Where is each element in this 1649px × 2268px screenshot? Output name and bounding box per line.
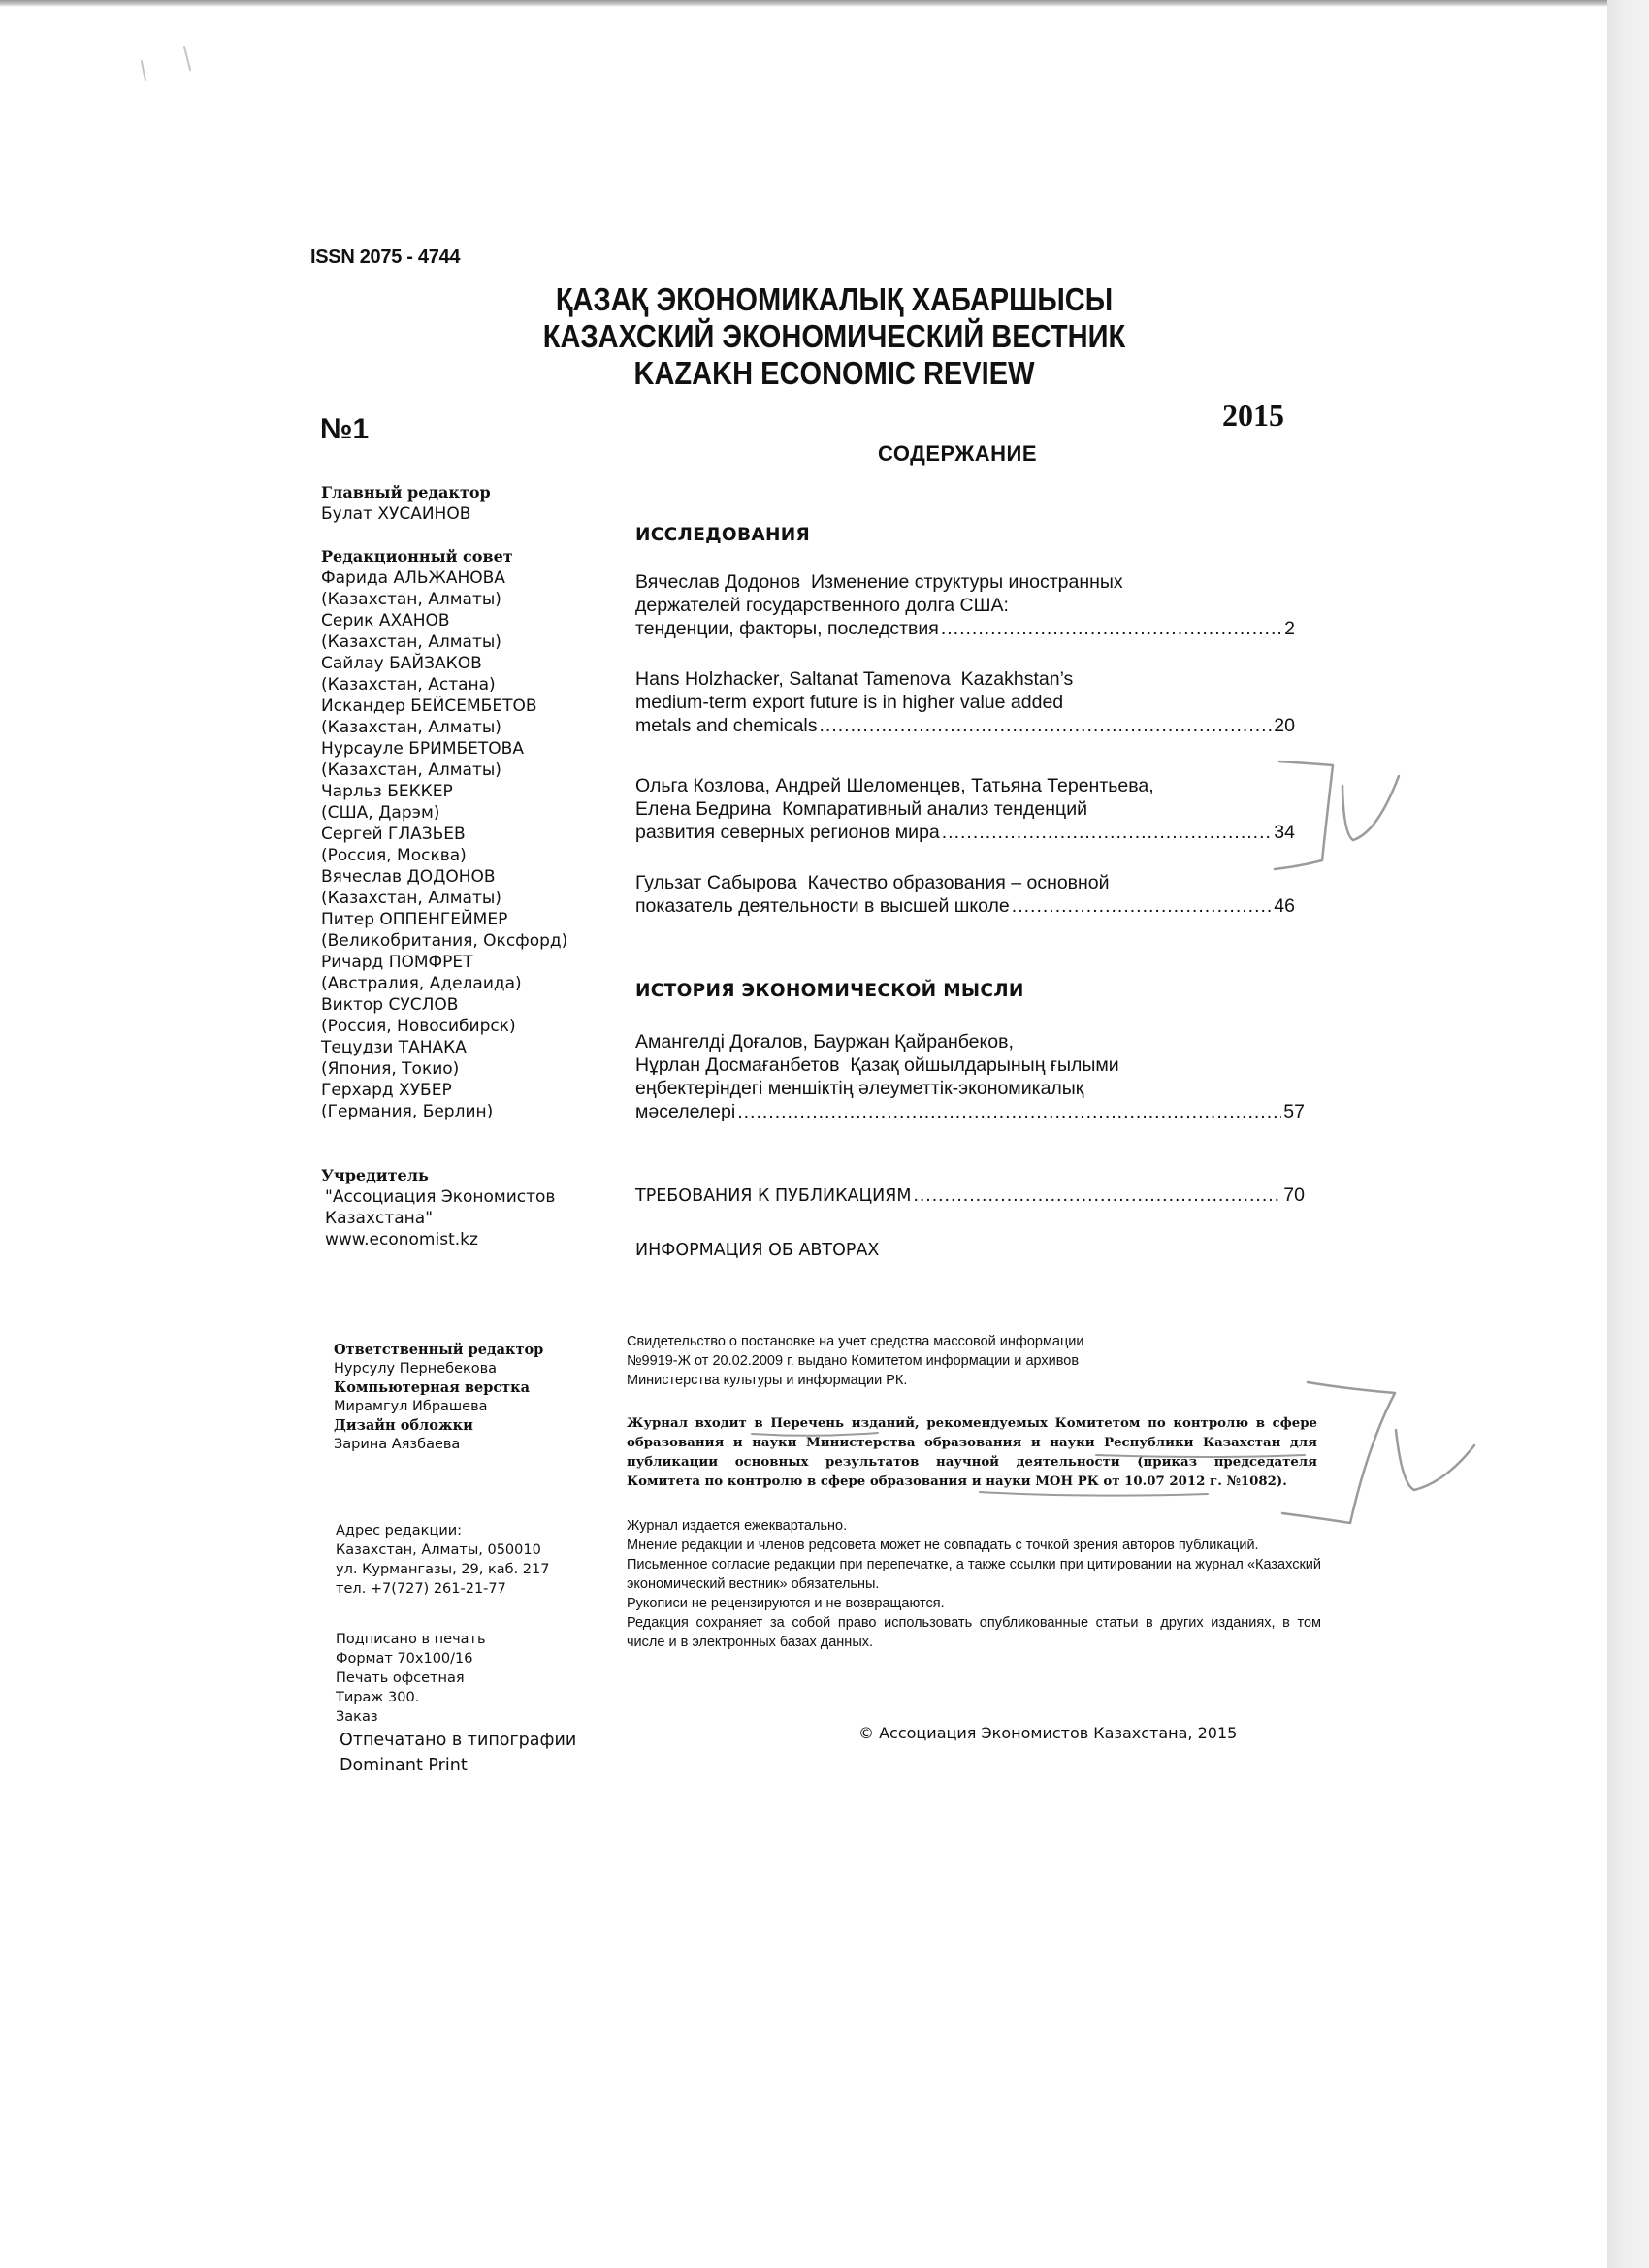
board-member-location: (Великобритания, Оксфорд): [321, 931, 568, 951]
entry-authors: Ольга Козлова, Андрей Шеломенцев, Татьяна Терентьева,: [635, 775, 1154, 796]
founder-block: [321, 1165, 555, 1250]
pencil-underline: [980, 1492, 1208, 1496]
print-line: Подписано в печать: [336, 1632, 486, 1647]
entry-title: развития северных регионов мира: [635, 822, 940, 843]
entry-title: Компаративный анализ тенденций: [782, 798, 1087, 820]
entry-page: 34: [1274, 822, 1295, 843]
staff-label: Дизайн обложки: [334, 1417, 473, 1434]
leader-dots: [942, 821, 1273, 844]
toc-entry[interactable]: [635, 570, 1295, 640]
staff-label: Ответственный редактор: [334, 1342, 544, 1358]
entry-title: medium-term export future is in higher value added: [635, 692, 1064, 713]
board-member-name: Вячеслав ДОДОНОВ: [321, 867, 496, 887]
entry-title: Қазақ ойшылдарының ғылыми: [850, 1054, 1119, 1076]
entry-page: 2: [1284, 618, 1295, 639]
board-member-name: Сайлау БАЙЗАКОВ: [321, 654, 482, 673]
entry-page: 20: [1274, 715, 1295, 736]
copyright: © Ассоциация Экономистов Казахстана, 2015: [858, 1724, 1238, 1742]
address-line: Адрес редакции:: [336, 1523, 463, 1539]
editorial-board: [321, 482, 567, 1122]
entry-title: мәселелері: [635, 1101, 736, 1122]
policy-line: Журнал издается ежеквартально.: [627, 1518, 848, 1534]
printing-house: [340, 1728, 576, 1778]
founder-name-line2: Казахстана": [325, 1209, 434, 1228]
board-member-location: (Казахстан, Астана): [321, 675, 496, 695]
print-line: Печать офсетная: [336, 1670, 465, 1686]
pencil-scratch: [142, 47, 190, 80]
chief-editor-name: Булат ХУСАИНОВ: [321, 504, 471, 524]
printed-line: Dominant Print: [340, 1756, 468, 1775]
issue-number: №1: [320, 413, 370, 445]
board-member-location: (Япония, Токио): [321, 1059, 460, 1079]
founder-website[interactable]: www.economist.kz: [325, 1230, 478, 1249]
section-heading: ИСТОРИЯ ЭКОНОМИЧЕСКОЙ МЫСЛИ: [635, 981, 1024, 1001]
title-russian: КАЗАХСКИЙ ЭКОНОМИЧЕСКИЙ ВЕСТНИК: [542, 318, 1126, 354]
board-member-location: (США, Дарэм): [321, 803, 440, 823]
note-line: №9919-Ж от 20.02.2009 г. выдано Комитетом информации и архивов: [627, 1353, 1080, 1369]
print-line: Заказ: [336, 1709, 378, 1725]
board-member-location: (Австралия, Аделаида): [321, 974, 522, 993]
address-line: Казахстан, Алматы, 050010: [336, 1542, 541, 1558]
address-line: ул. Курмангазы, 29, каб. 217: [336, 1562, 550, 1577]
board-member-location: (Казахстан, Алматы): [321, 889, 501, 908]
chief-editor-label: Главный редактор: [321, 483, 491, 502]
entry-page: 57: [1283, 1101, 1305, 1122]
entry-page: 46: [1274, 895, 1295, 917]
board-member-name: Тецудзи ТАНАКА: [321, 1038, 467, 1057]
print-line: Формат 70х100/16: [336, 1651, 473, 1667]
entry-title: ТРЕБОВАНИЯ К ПУБЛИКАЦИЯМ: [635, 1186, 912, 1206]
entry-authors: Амангелді Доғалов, Бауржан Қайранбеков,: [635, 1031, 1014, 1053]
board-member-location: (Германия, Берлин): [321, 1102, 494, 1121]
note-line: Министерства культуры и информации РК.: [627, 1373, 908, 1388]
entry-title: Kazakhstan’s: [960, 668, 1074, 690]
entry-title: показатель деятельности в высшей школе: [635, 895, 1010, 917]
board-member-location: (Казахстан, Алматы): [321, 632, 501, 652]
leader-dots: [820, 714, 1273, 737]
title-english: KAZAKH ECONOMIC REVIEW: [633, 355, 1035, 391]
board-member-location: (Казахстан, Алматы): [321, 590, 501, 609]
policy-line: Письменное согласие редакции при перепечатке, а также ссылки при цитировании на журнал «Казахский экономический вестник» обязательны.: [627, 1557, 1321, 1592]
policy-line: Редакция сохраняет за собой право использовать опубликованные статьи в других изданиях, в том числе и в электронных базах данных.: [627, 1615, 1321, 1650]
board-member-location: (Россия, Новосибирск): [321, 1017, 516, 1036]
staff-block: [334, 1341, 543, 1454]
entry-authors: Hans Holzhacker, Saltanat Tamenova: [635, 668, 951, 690]
entry-authors: Вячеслав Додонов: [635, 571, 801, 593]
policy-notes: [627, 1516, 1321, 1652]
leader-dots: [737, 1100, 1281, 1123]
founder-label: Учредитель: [321, 1166, 429, 1184]
board-member-name: Нурсауле БРИМБЕТОВА: [321, 739, 524, 759]
masthead: [459, 281, 1210, 392]
toc-section-history: [635, 980, 1295, 1003]
entry-title: еңбектеріндегі меншіктің әлеуметтік-экономикалық: [635, 1078, 1084, 1099]
entry-title: тенденции, факторы, последствия: [635, 618, 939, 639]
board-label: Редакционный совет: [321, 547, 513, 566]
leader-dots: [1012, 894, 1273, 918]
pencil-check-mark: [1396, 1430, 1474, 1490]
toc-entry-requirements[interactable]: [635, 1183, 1305, 1208]
board-member-name: Герхард ХУБЕР: [321, 1081, 452, 1100]
board-member-name: Чарльз БЕККЕР: [321, 782, 453, 801]
policy-line: Рукописи не рецензируются и не возвращаются.: [627, 1596, 945, 1611]
policy-line: Мнение редакции и членов редсовета может не совпадать с точкой зрения авторов публикаций.: [627, 1538, 1259, 1553]
entry-title: ИНФОРМАЦИЯ ОБ АВТОРАХ: [635, 1241, 880, 1260]
scan-right-edge: [1607, 0, 1649, 2268]
entry-title: metals and chemicals: [635, 715, 818, 736]
registration-note: [627, 1332, 1325, 1390]
toc-entry[interactable]: [635, 667, 1295, 737]
entry-title: Качество образования – основной: [807, 872, 1110, 893]
board-member-name: Питер ОППЕНГЕЙМЕР: [321, 910, 508, 929]
contents-heading: СОДЕРЖАНИЕ: [878, 441, 1038, 466]
list-of-publications-note: Журнал входит в Перечень изданий, рекомендуемых Комитетом по контролю в сфере образования и науки Министерства образования и науки Республики Казахстан для публикации основных результатов научной деятельности (приказ председателя Комитета по контролю в сфере образования и науки МОН РК от 10.07 2012 г. №1082).: [627, 1416, 1317, 1489]
board-member-location: (Казахстан, Алматы): [321, 761, 501, 780]
entry-title: Изменение структуры иностранных: [810, 571, 1123, 593]
entry-authors: Нұрлан Досмағанбетов: [635, 1054, 840, 1076]
scan-top-edge: [0, 0, 1607, 7]
toc-entry-authors-info[interactable]: [635, 1239, 1295, 1262]
entry-authors: Елена Бедрина: [635, 798, 772, 820]
toc-entry[interactable]: [635, 871, 1295, 918]
leader-dots: [913, 1183, 1281, 1207]
staff-label: Компьютерная верстка: [334, 1379, 531, 1396]
board-member-name: Сергей ГЛАЗЬЕВ: [321, 825, 466, 844]
toc-entry[interactable]: [635, 1030, 1305, 1123]
note-line: Свидетельство о постановке на учет средства массовой информации: [627, 1334, 1084, 1349]
title-kazakh: ҚАЗАҚ ЭКОНОМИКАЛЫҚ ХАБАРШЫСЫ: [555, 281, 1114, 317]
board-member-name: Искандер БЕЙСЕМБЕТОВ: [321, 697, 537, 716]
print-line: Тираж 300.: [336, 1690, 420, 1705]
founder-name-line1: "Ассоциация Экономистов: [325, 1187, 556, 1207]
board-member-location: (Россия, Москва): [321, 846, 467, 865]
board-list: [321, 567, 567, 1122]
pencil-check-mark: [1342, 776, 1399, 840]
toc-entry[interactable]: [635, 774, 1295, 844]
issn: ISSN 2075 - 4744: [310, 246, 461, 268]
entry-page: 70: [1283, 1184, 1305, 1206]
leader-dots: [941, 617, 1282, 640]
entry-authors: Гульзат Сабырова: [635, 872, 797, 893]
address-phone: тел. +7(727) 261-21-77: [336, 1581, 506, 1597]
entry-title: держателей государственного долга США:: [635, 595, 1009, 616]
board-member-name: Фарида АЛЬЖАНОВА: [321, 568, 505, 588]
board-member-name: Серик АХАНОВ: [321, 611, 450, 631]
toc-section-research: [635, 524, 1295, 547]
print-info: [336, 1630, 486, 1727]
board-member-name: Ричард ПОМФРЕТ: [321, 953, 473, 972]
section-heading: ИССЛЕДОВАНИЯ: [635, 525, 811, 545]
printed-line: Отпечатано в типографии: [340, 1731, 577, 1750]
staff-name: Зарина Аязбаева: [334, 1436, 461, 1452]
issue-year: 2015: [1222, 398, 1284, 433]
staff-name: Мирамгул Ибрашева: [334, 1398, 488, 1414]
editorial-address: [336, 1521, 549, 1599]
board-member-name: Виктор СУСЛОВ: [321, 995, 459, 1015]
board-member-location: (Казахстан, Алматы): [321, 718, 501, 737]
staff-name: Нурсулу Пернебекова: [334, 1360, 498, 1377]
